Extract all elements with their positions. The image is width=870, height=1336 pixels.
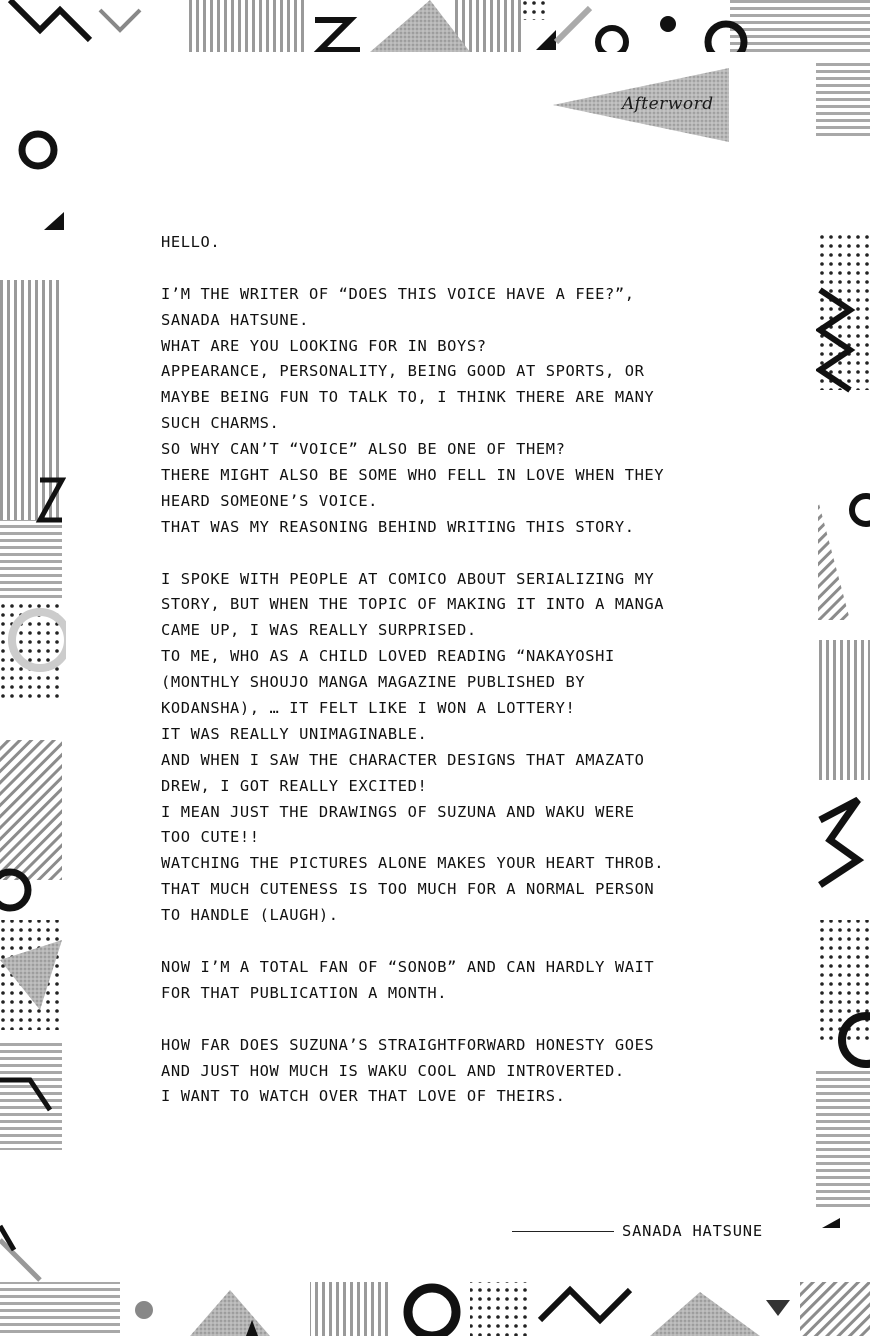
letter-line: THERE MIGHT ALSO BE SOME WHO FELL IN LOVE WHEN THEY — [161, 466, 665, 485]
letter-line: MAYBE BEING FUN TO TALK TO, I THINK THERE ARE MANY — [161, 388, 655, 407]
letter-line: SANADA HATSUNE. — [161, 310, 309, 329]
signature-name: SANADA HATSUNE — [622, 1222, 763, 1240]
letter-line: KODANSHA), … IT FELT LIKE I WON A LOTTERY! — [161, 699, 576, 718]
letter-line: DREW, I GOT REALLY EXCITED! — [161, 776, 428, 795]
letter-line: HELLO. — [161, 233, 221, 251]
paragraph-gap — [161, 256, 761, 282]
letter-line: SO WHY CAN’T “VOICE” ALSO BE ONE OF THEM? — [161, 440, 566, 459]
letter-line: WATCHING THE PICTURES ALONE MAKES YOUR HEART THROB. — [161, 854, 665, 873]
signature-dash — [512, 1231, 614, 1232]
signature — [512, 1222, 763, 1240]
letter-line: IT WAS REALLY UNIMAGINABLE. — [161, 724, 428, 743]
afterword-label: Afterword — [622, 94, 714, 114]
letter-line: I WANT TO WATCH OVER THAT LOVE OF THEIRS. — [161, 1087, 566, 1106]
paragraph-gap — [161, 929, 761, 955]
letter-line: AND WHEN I SAW THE CHARACTER DESIGNS THAT AMAZATO — [161, 750, 645, 769]
letter-line: NOW I’M A TOTAL FAN OF “SONOB” AND CAN HARDLY WAIT — [161, 957, 655, 976]
letter-line: TOO CUTE!! — [161, 828, 260, 847]
letter-line: STORY, BUT WHEN THE TOPIC OF MAKING IT INTO A MANGA — [161, 595, 665, 614]
letter-line: APPEARANCE, PERSONALITY, BEING GOOD AT SPORTS, OR — [161, 362, 645, 381]
letter-line: HOW FAR DOES SUZUNA’S STRAIGHTFORWARD HONESTY GOES — [161, 1035, 655, 1054]
letter-line: THAT WAS MY REASONING BEHIND WRITING THIS STORY. — [161, 517, 635, 536]
letter-line: WHAT ARE YOU LOOKING FOR IN BOYS? — [161, 336, 487, 355]
paragraph-gap — [161, 541, 761, 567]
letter-line: (MONTHLY SHOUJO MANGA MAGAZINE PUBLISHED BY — [161, 673, 586, 692]
afterword-letter — [161, 230, 761, 1110]
letter-line: I SPOKE WITH PEOPLE AT COMICO ABOUT SERIALIZING MY — [161, 569, 655, 588]
letter-line: HEARD SOMEONE’S VOICE. — [161, 491, 379, 510]
letter-line: THAT MUCH CUTENESS IS TOO MUCH FOR A NORMAL PERSON — [161, 880, 655, 899]
letter-line: SUCH CHARMS. — [161, 414, 280, 433]
letter-line: CAME UP, I WAS REALLY SURPRISED. — [161, 621, 477, 640]
paragraph-gap — [161, 1007, 761, 1033]
letter-line: FOR THAT PUBLICATION A MONTH. — [161, 983, 448, 1002]
letter-line: AND JUST HOW MUCH IS WAKU COOL AND INTROVERTED. — [161, 1061, 625, 1080]
letter-line: I MEAN JUST THE DRAWINGS OF SUZUNA AND WAKU WERE — [161, 802, 635, 821]
letter-line: TO HANDLE (LAUGH). — [161, 906, 339, 925]
letter-line: TO ME, WHO AS A CHILD LOVED READING “NAKAYOSHI — [161, 647, 615, 666]
letter-line: I’M THE WRITER OF “DOES THIS VOICE HAVE A FEE?”, — [161, 284, 635, 303]
